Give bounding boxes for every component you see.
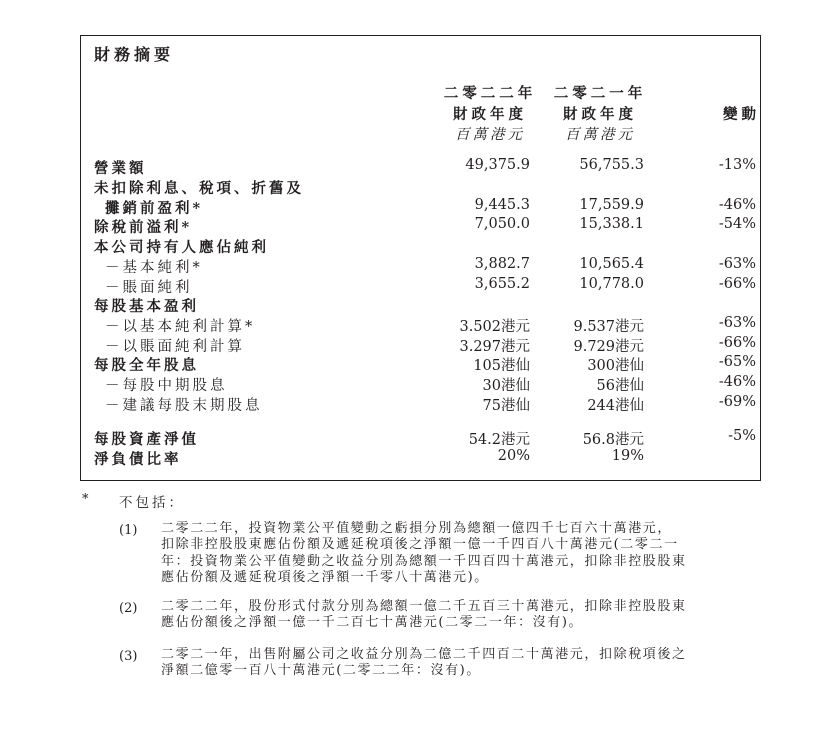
- table-row: [0, 197, 840, 217]
- footnote-heading: 不包括：: [119, 495, 185, 511]
- table-row: [0, 177, 840, 197]
- footnote-number: (3): [119, 649, 138, 664]
- footnote-line: 淨額二億零一百八十萬港元(二零二二年：沒有)。: [161, 663, 481, 679]
- row-label: 未扣除利息、稅項、折舊及: [94, 180, 304, 197]
- column-header-year-2022: 二零二二年: [443, 85, 537, 102]
- value-2021: 56,755.3: [579, 157, 644, 173]
- column-header-change: 變動: [723, 106, 760, 123]
- footnote-marker: *: [82, 492, 89, 507]
- change-value: -69%: [718, 394, 756, 410]
- value-2022: 54.2港元: [468, 432, 530, 448]
- value-2022: 7,050.0: [474, 216, 530, 232]
- footnote-text: [161, 647, 765, 680]
- footnote-line: 應佔份額及遞延稅項後之淨額一千零八十萬港元)。: [161, 569, 489, 585]
- table-row: [0, 276, 840, 296]
- table-row: [0, 256, 840, 276]
- row-label: 每股基本盈利: [94, 298, 199, 315]
- row-label: 營業額: [94, 160, 147, 177]
- column-header-unit-2021: 百萬港元: [565, 127, 635, 143]
- row-label: －以基本純利計算*: [105, 319, 256, 335]
- column-header-unit-2022: 百萬港元: [455, 127, 525, 143]
- table-row: [0, 315, 840, 335]
- value-2021: 10,778.0: [579, 276, 644, 292]
- value-2021: 300港仙: [587, 358, 644, 374]
- footnote-line: 扣除非控股股東應佔份額及遞延稅項後之淨額一億一千四百八十萬港元(二零二一: [161, 537, 679, 553]
- value-2021: 56.8港元: [582, 432, 644, 448]
- table-row: [0, 448, 840, 468]
- value-2021: 10,565.4: [579, 256, 644, 272]
- value-2021: 19%: [611, 448, 644, 464]
- row-label: 攤銷前盈利*: [105, 200, 204, 217]
- value-2021: 244港仙: [587, 398, 644, 414]
- footnote-line: 二零二二年，投資物業公平值變動之虧損分別為總額一億四千七百六十萬港元，: [161, 521, 673, 536]
- row-label: 本公司持有人應佔純利: [94, 239, 269, 256]
- table-row: [0, 295, 840, 315]
- change-value: -65%: [718, 354, 756, 370]
- row-label: －以賬面純利計算: [105, 339, 245, 355]
- footnote-number: (2): [119, 601, 138, 616]
- footnote-line: 二零二二年，股份形式付款分別為總額一億二千五百三十萬港元，扣除非控股股東: [161, 599, 687, 614]
- row-label: 每股全年股息: [94, 357, 199, 374]
- value-2021: 9.537港元: [573, 319, 644, 335]
- row-label: 除稅前溢利*: [94, 219, 193, 236]
- table-row: [0, 374, 840, 394]
- table-row: [0, 428, 840, 448]
- change-value: -66%: [718, 276, 756, 292]
- value-2022: 105港仙: [473, 358, 530, 374]
- change-value: -63%: [718, 256, 756, 272]
- table-row: [0, 216, 840, 236]
- table-row: [0, 157, 840, 177]
- value-2022: 3,655.2: [474, 276, 530, 292]
- value-2021: 17,559.9: [579, 197, 644, 213]
- row-label: －每股中期股息: [105, 378, 228, 394]
- footnote-text: [161, 599, 765, 632]
- table-row: [0, 354, 840, 374]
- page-title: 財務摘要: [94, 45, 175, 64]
- change-value: -46%: [718, 374, 756, 390]
- value-2021: 9.729港元: [573, 339, 644, 355]
- column-header-fy-2022: 財政年度: [453, 106, 527, 123]
- footnote-number: (1): [119, 523, 138, 538]
- row-label: －賬面純利: [105, 280, 193, 296]
- value-2022: 75港仙: [482, 398, 530, 414]
- value-2021: 15,338.1: [579, 216, 644, 232]
- row-label: 淨負債比率: [94, 451, 182, 468]
- change-value: -54%: [718, 216, 756, 232]
- value-2022: 9,445.3: [474, 197, 530, 213]
- value-2022: 3.502港元: [459, 319, 530, 335]
- change-value: -66%: [718, 335, 756, 351]
- table-row: [0, 236, 840, 256]
- value-2022: 49,375.9: [465, 157, 530, 173]
- value-2022: 20%: [497, 448, 530, 464]
- row-label: 每股資產淨值: [94, 431, 199, 448]
- change-value: -46%: [718, 197, 756, 213]
- row-label: －基本純利*: [105, 260, 203, 276]
- column-header-fy-2021: 財政年度: [563, 106, 637, 123]
- table-row: [0, 335, 840, 355]
- footnote-line: 應佔份額後之淨額一億一千二百七十萬港元(二零二一年：沒有)。: [161, 615, 584, 631]
- value-2022: 3,882.7: [474, 256, 530, 272]
- row-label: －建議每股末期股息: [105, 398, 263, 414]
- footnote-line: 年：投資物業公平值變動之收益分別為總額一千四百四十萬港元，扣除非控股股東: [161, 553, 687, 569]
- value-2022: 30港仙: [482, 378, 530, 394]
- table-row: [0, 394, 840, 414]
- column-header-year-2021: 二零二一年: [553, 85, 647, 102]
- change-value: -13%: [718, 157, 756, 173]
- footnote-text: [161, 521, 765, 586]
- change-value: -5%: [728, 428, 756, 444]
- change-value: -63%: [718, 315, 756, 331]
- value-2021: 56港仙: [596, 378, 644, 394]
- value-2022: 3.297港元: [459, 339, 530, 355]
- footnote-line: 二零二一年，出售附屬公司之收益分別為二億二千四百二十萬港元，扣除稅項後之: [161, 647, 687, 662]
